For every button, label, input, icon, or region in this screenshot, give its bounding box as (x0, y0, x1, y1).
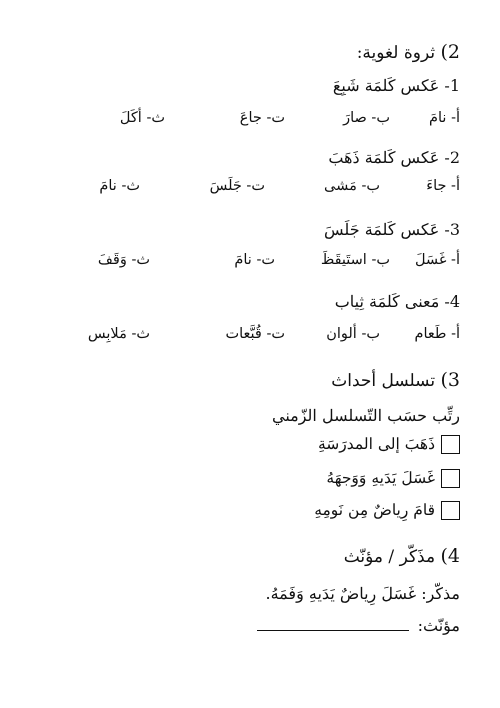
section-2-heading (357, 42, 460, 63)
checkbox[interactable] (441, 435, 460, 454)
option-b: ب- مَشى (324, 178, 380, 194)
section-4-number: 4) (440, 545, 460, 567)
masculine-sentence: مذكّر: غَسَلَ رِياضٌ يَدَيهِ وَفَمَهُ. (265, 584, 460, 603)
section-4-heading (344, 546, 460, 567)
question-1: 1- عَكس كَلمَة شَبِعَ (332, 76, 460, 95)
section-3-instruction: رتِّب حسَب التّسلسل الزّمني (271, 406, 460, 425)
question-4: 4- مَعنى كَلمَة ثِياب (334, 292, 460, 311)
option-b: ب- ألوان (326, 326, 380, 342)
question-3: 3- عَكس كَلمَة جَلَسَ (324, 220, 460, 239)
checkbox[interactable] (441, 501, 460, 520)
sequence-item-2 (326, 466, 460, 490)
option-b: ب- صارَ (343, 110, 390, 126)
feminine-answer-row (257, 616, 460, 636)
question-4-options (40, 326, 460, 348)
section-2-number: 2) (440, 41, 460, 63)
feminine-answer-blank[interactable] (257, 616, 409, 631)
question-3-options (40, 252, 460, 274)
option-c: ت- قُبَّعات (225, 326, 285, 342)
sequence-item-1 (318, 432, 460, 456)
option-a: أ- طَعام (414, 326, 460, 342)
option-a: أ- غَسَلَ (414, 252, 460, 268)
option-d: ث- وَقَفَ (97, 252, 150, 268)
option-a: أ- جاءَ (426, 178, 460, 194)
option-c: ت- جَلَسَ (209, 178, 265, 194)
section-3-heading (331, 370, 460, 391)
section-3-title: تسلسل أحداث (331, 371, 436, 391)
section-3-number: 3) (440, 369, 460, 391)
sequence-item-text: قامَ رِياضٌ مِن نَومِهِ (314, 501, 435, 519)
option-d: ث- أكَلَ (119, 110, 165, 126)
option-d: ث- مَلابِس (87, 326, 150, 342)
section-4-title: مذَكّر / مؤنّث (343, 547, 436, 567)
option-b: ب- استَيقَظَ (320, 252, 390, 268)
option-c: ت- جاعَ (239, 110, 285, 126)
sequence-item-text: ذَهَبَ إلى المدرَسَةِ (317, 435, 435, 453)
checkbox[interactable] (441, 469, 460, 488)
sequence-item-text: غَسَلَ يَدَيهِ وَوَجهَهُ (326, 469, 435, 487)
sequence-item-3 (314, 498, 460, 522)
option-a: أ- نامَ (429, 110, 460, 126)
section-2-title: ثروة لغوية: (356, 43, 436, 63)
feminine-label: مؤنّث: (417, 616, 460, 635)
question-1-options (40, 110, 460, 132)
question-2: 2- عَكس كَلمَة ذَهَبَ (328, 148, 460, 167)
option-d: ث- نامَ (99, 178, 140, 194)
question-2-options (40, 178, 460, 200)
option-c: ت- نامَ (234, 252, 275, 268)
